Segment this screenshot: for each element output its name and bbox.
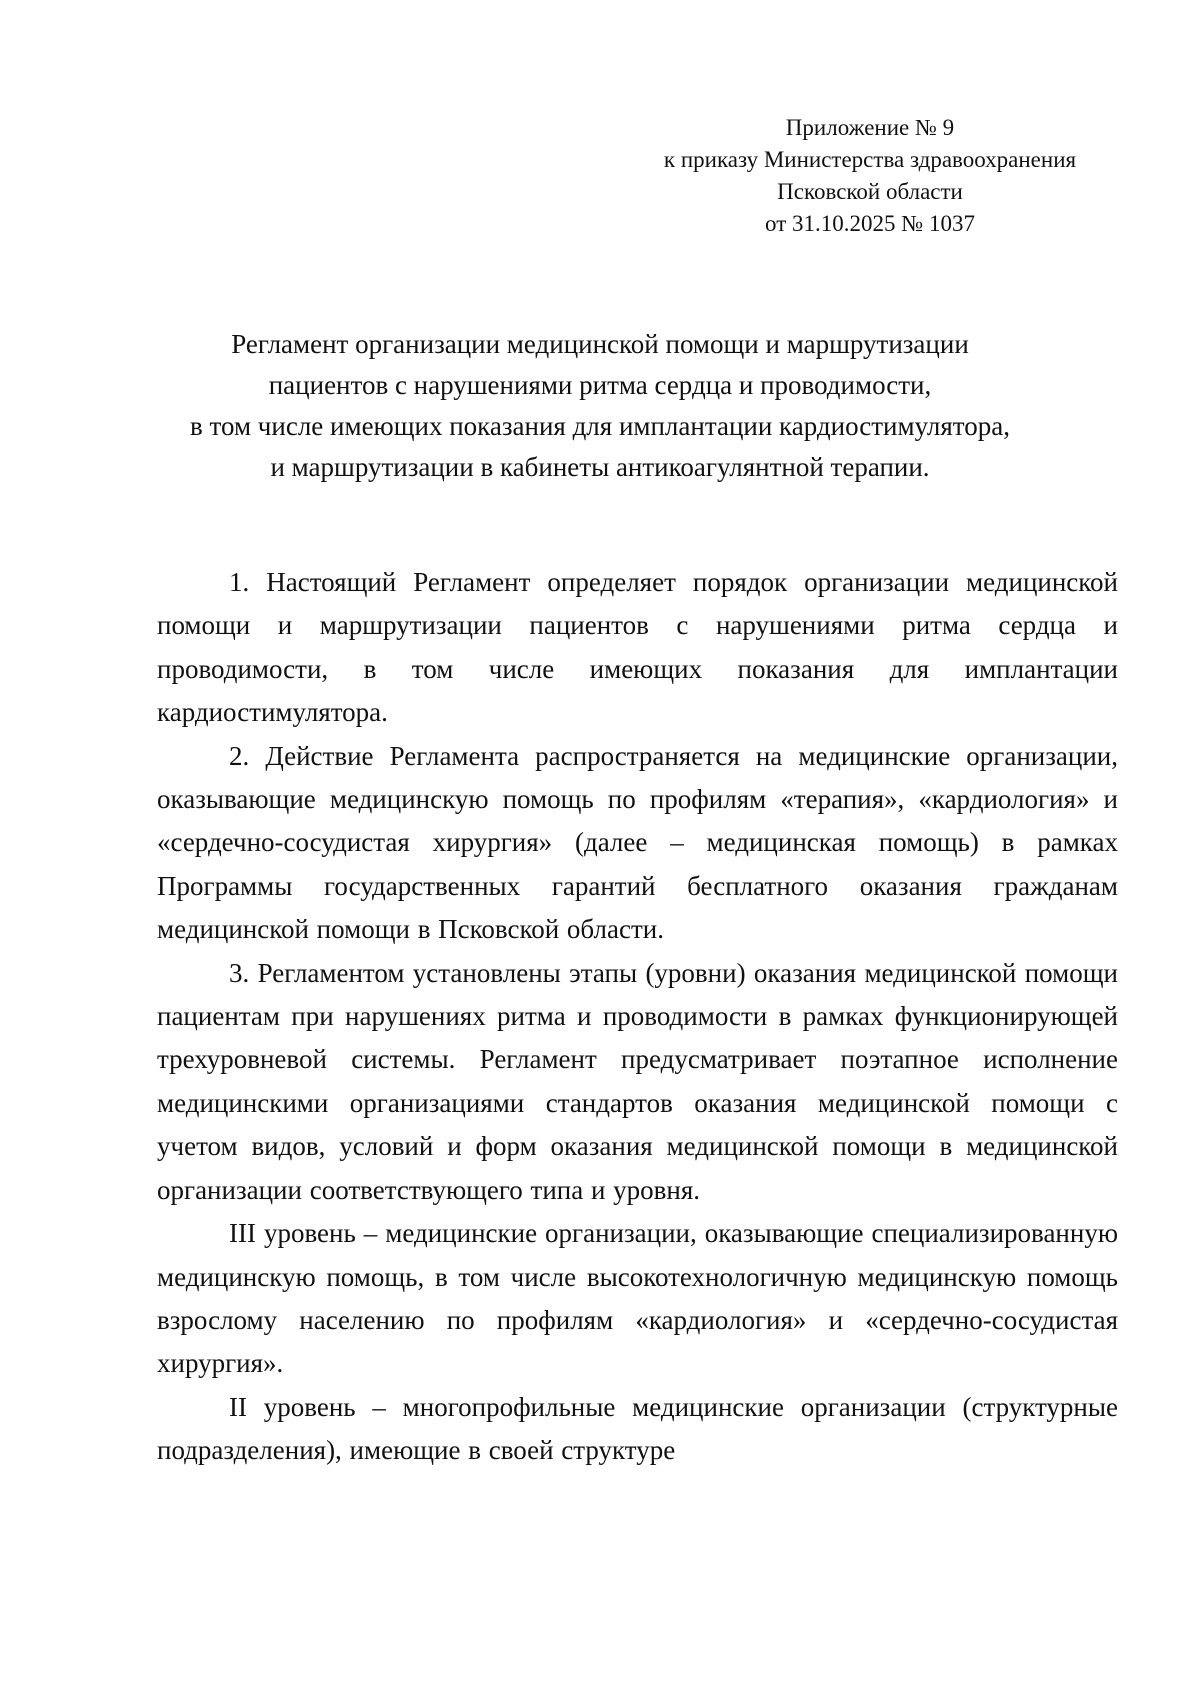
approval-line-date-number: от 31.10.2025 № 1037 xyxy=(765,211,975,236)
paragraph-3: 3. Регламентом установлены этапы (уровни) оказания медицинской помощи пациентам при нарушениях ритма и проводимости в рамках функционирующей трехуровневой системы. Регламент предусматривает поэтапное исполнение медицинскими организациями стандартов оказания медицинской помощи с учетом видов, условий и форм оказания медицинской помощи в медицинской организации соответствующего типа и уровня. xyxy=(157,957,1118,1205)
title-line-1: Регламент организации медицинской помощи и маршрутизации xyxy=(231,329,969,359)
approval-block xyxy=(640,112,1100,240)
approval-line-region: Псковской области xyxy=(777,179,963,204)
title-line-3: в том числе имеющих показания для имплантации кардиостимулятора, xyxy=(190,411,1010,441)
paragraph-1: 1. Настоящий Регламент определяет порядок организации медицинской помощи и маршрутизации пациентов с нарушениями ритма сердца и проводимости, в том числе имеющих показания для имплантации кардиостимулятора. xyxy=(157,567,1118,728)
approval-line-order: к приказу Министерства здравоохранения xyxy=(663,147,1077,172)
paragraph-level-2: II уровень – многопрофильные медицинские организации (структурные подразделения), имеющие в своей структуре xyxy=(157,1391,1118,1466)
paragraph-level-3: III уровень – медицинские организации, оказывающие специализированную медицинскую помощь, в том числе высокотехнологичную медицинскую помощь взрослому населению по профилям «кардиология» и «сердечно-сосудистая хирургия». xyxy=(157,1218,1118,1379)
paragraph-2: 2. Действие Регламента распространяется на медицинские организации, оказывающие медицинскую помощь по профилям «терапия», «кардиология» и «сердечно-сосудистая хирургия» (далее – медицинская помощь) в рамках Программы государственных гарантий бесплатного оказания гражданам медицинской помощи в Псковской области. xyxy=(157,740,1118,945)
title-line-2: пациентов с нарушениями ритма сердца и проводимости, xyxy=(268,370,932,400)
title-line-4: и маршрутизации в кабинеты антикоагулянтной терапии. xyxy=(270,452,930,482)
document-title xyxy=(120,324,1080,488)
document-body xyxy=(157,561,1118,1473)
approval-line-appendix: Приложение № 9 xyxy=(785,115,955,140)
